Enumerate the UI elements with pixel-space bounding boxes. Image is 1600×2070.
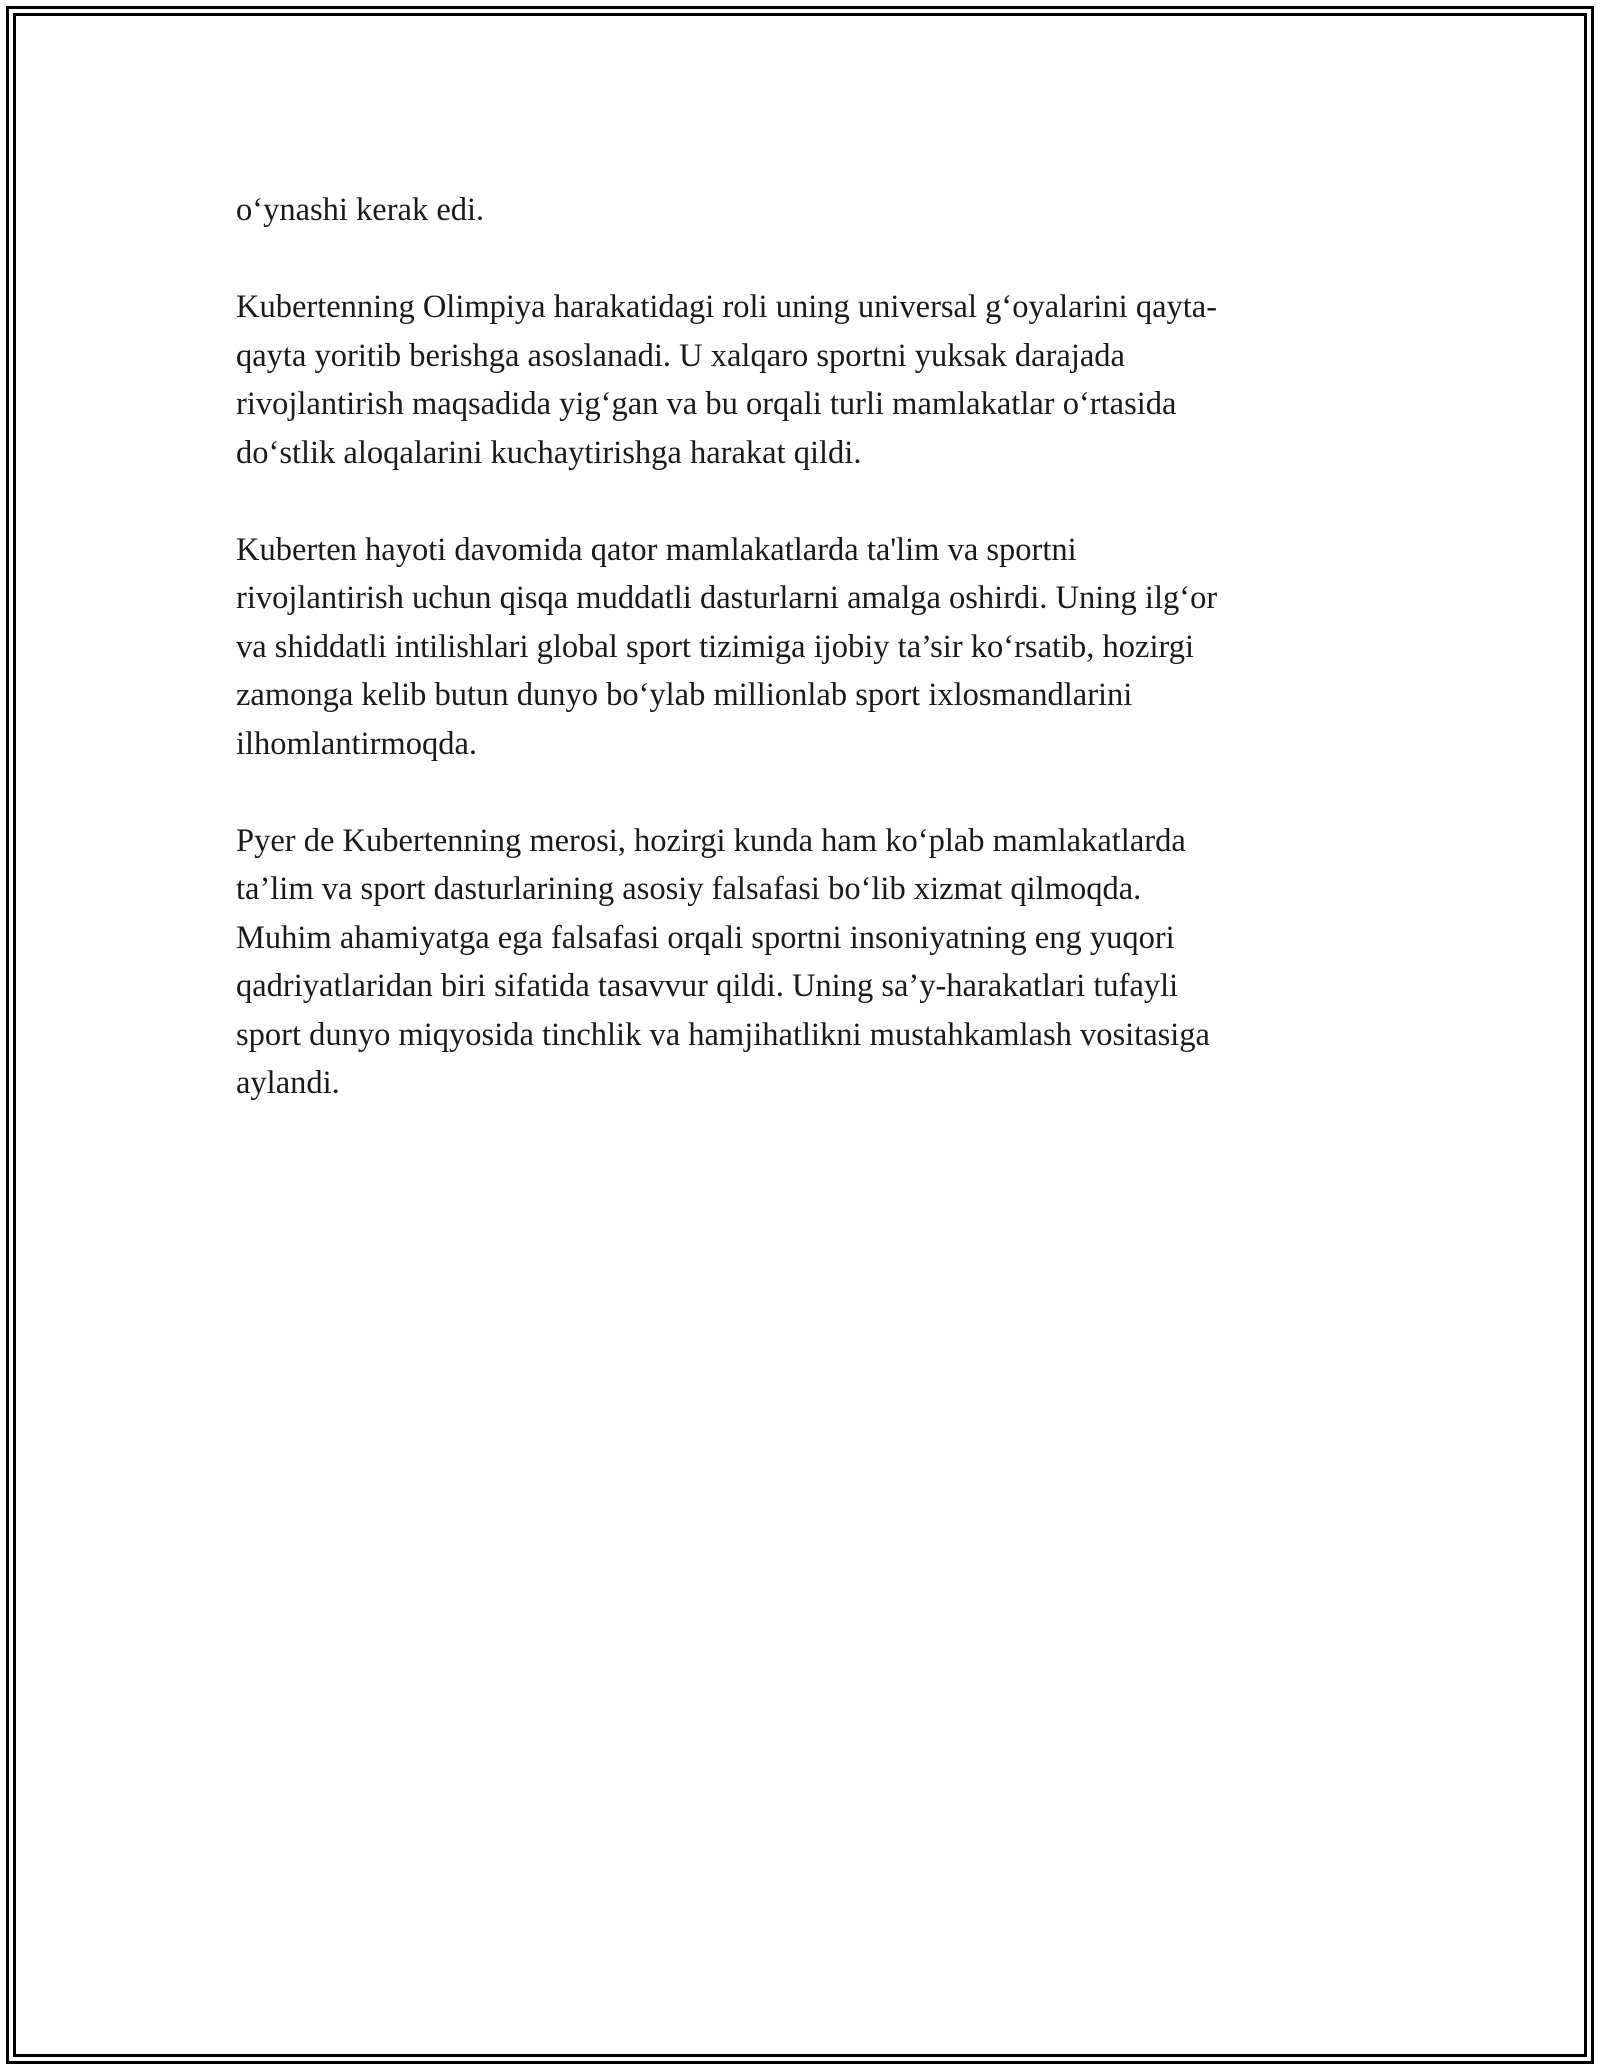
text-line: ilhomlantirmoqda.: [236, 725, 478, 762]
text-line: qayta yoritib berishga asoslanadi. U xalqaro sportni yuksak darajada: [236, 337, 1125, 374]
paragraph-4: [236, 817, 1356, 1108]
text-line: Muhim ahamiyatga ega falsafasi orqali sportni insoniyatning eng yuqori: [236, 919, 1175, 956]
text-line: rivojlantirish uchun qisqa muddatli dasturlarni amalga oshirdi. Uning ilg‘or: [236, 580, 1218, 616]
text-line: va shiddatli intilishlari global sport tizimiga ijobiy ta’sir ko‘rsatib, hozirgi: [236, 628, 1195, 665]
paragraph-1: [236, 186, 1356, 235]
text-line: qadriyatlaridan biri sifatida tasavvur qildi. Uning sa’y-harakatlari tufayli: [236, 968, 1179, 1004]
text-line: rivojlantirish maqsadida yig‘gan va bu orqali turli mamlakatlar o‘rtasida: [236, 386, 1177, 422]
document-body: [236, 186, 1356, 1156]
text-line: aylandi.: [236, 1065, 340, 1101]
text-line: ta’lim va sport dasturlarining asosiy falsafasi bo‘lib xizmat qilmoqda.: [236, 871, 1142, 907]
text-line: zamonga kelib butun dunyo bo‘ylab millionlab sport ixlosmandlarini: [236, 677, 1133, 713]
text-line: Pyer de Kubertenning merosi, hozirgi kunda ham ko‘plab mamlakatlarda: [236, 822, 1186, 859]
text-line: Kubertenning Olimpiya harakatidagi roli uning universal g‘oyalarini qayta-: [236, 289, 1218, 325]
paragraph-2: [236, 283, 1356, 477]
text-line: o‘ynashi kerak edi.: [236, 192, 485, 228]
text-line: Kuberten hayoti davomida qator mamlakatlarda ta'lim va sportni: [236, 531, 1077, 568]
text-line: sport dunyo miqyosida tinchlik va hamjihatlikni mustahkamlash vositasiga: [236, 1016, 1210, 1053]
text-line: do‘stlik aloqalarini kuchaytirishga harakat qildi.: [236, 434, 862, 471]
paragraph-3: [236, 526, 1356, 769]
